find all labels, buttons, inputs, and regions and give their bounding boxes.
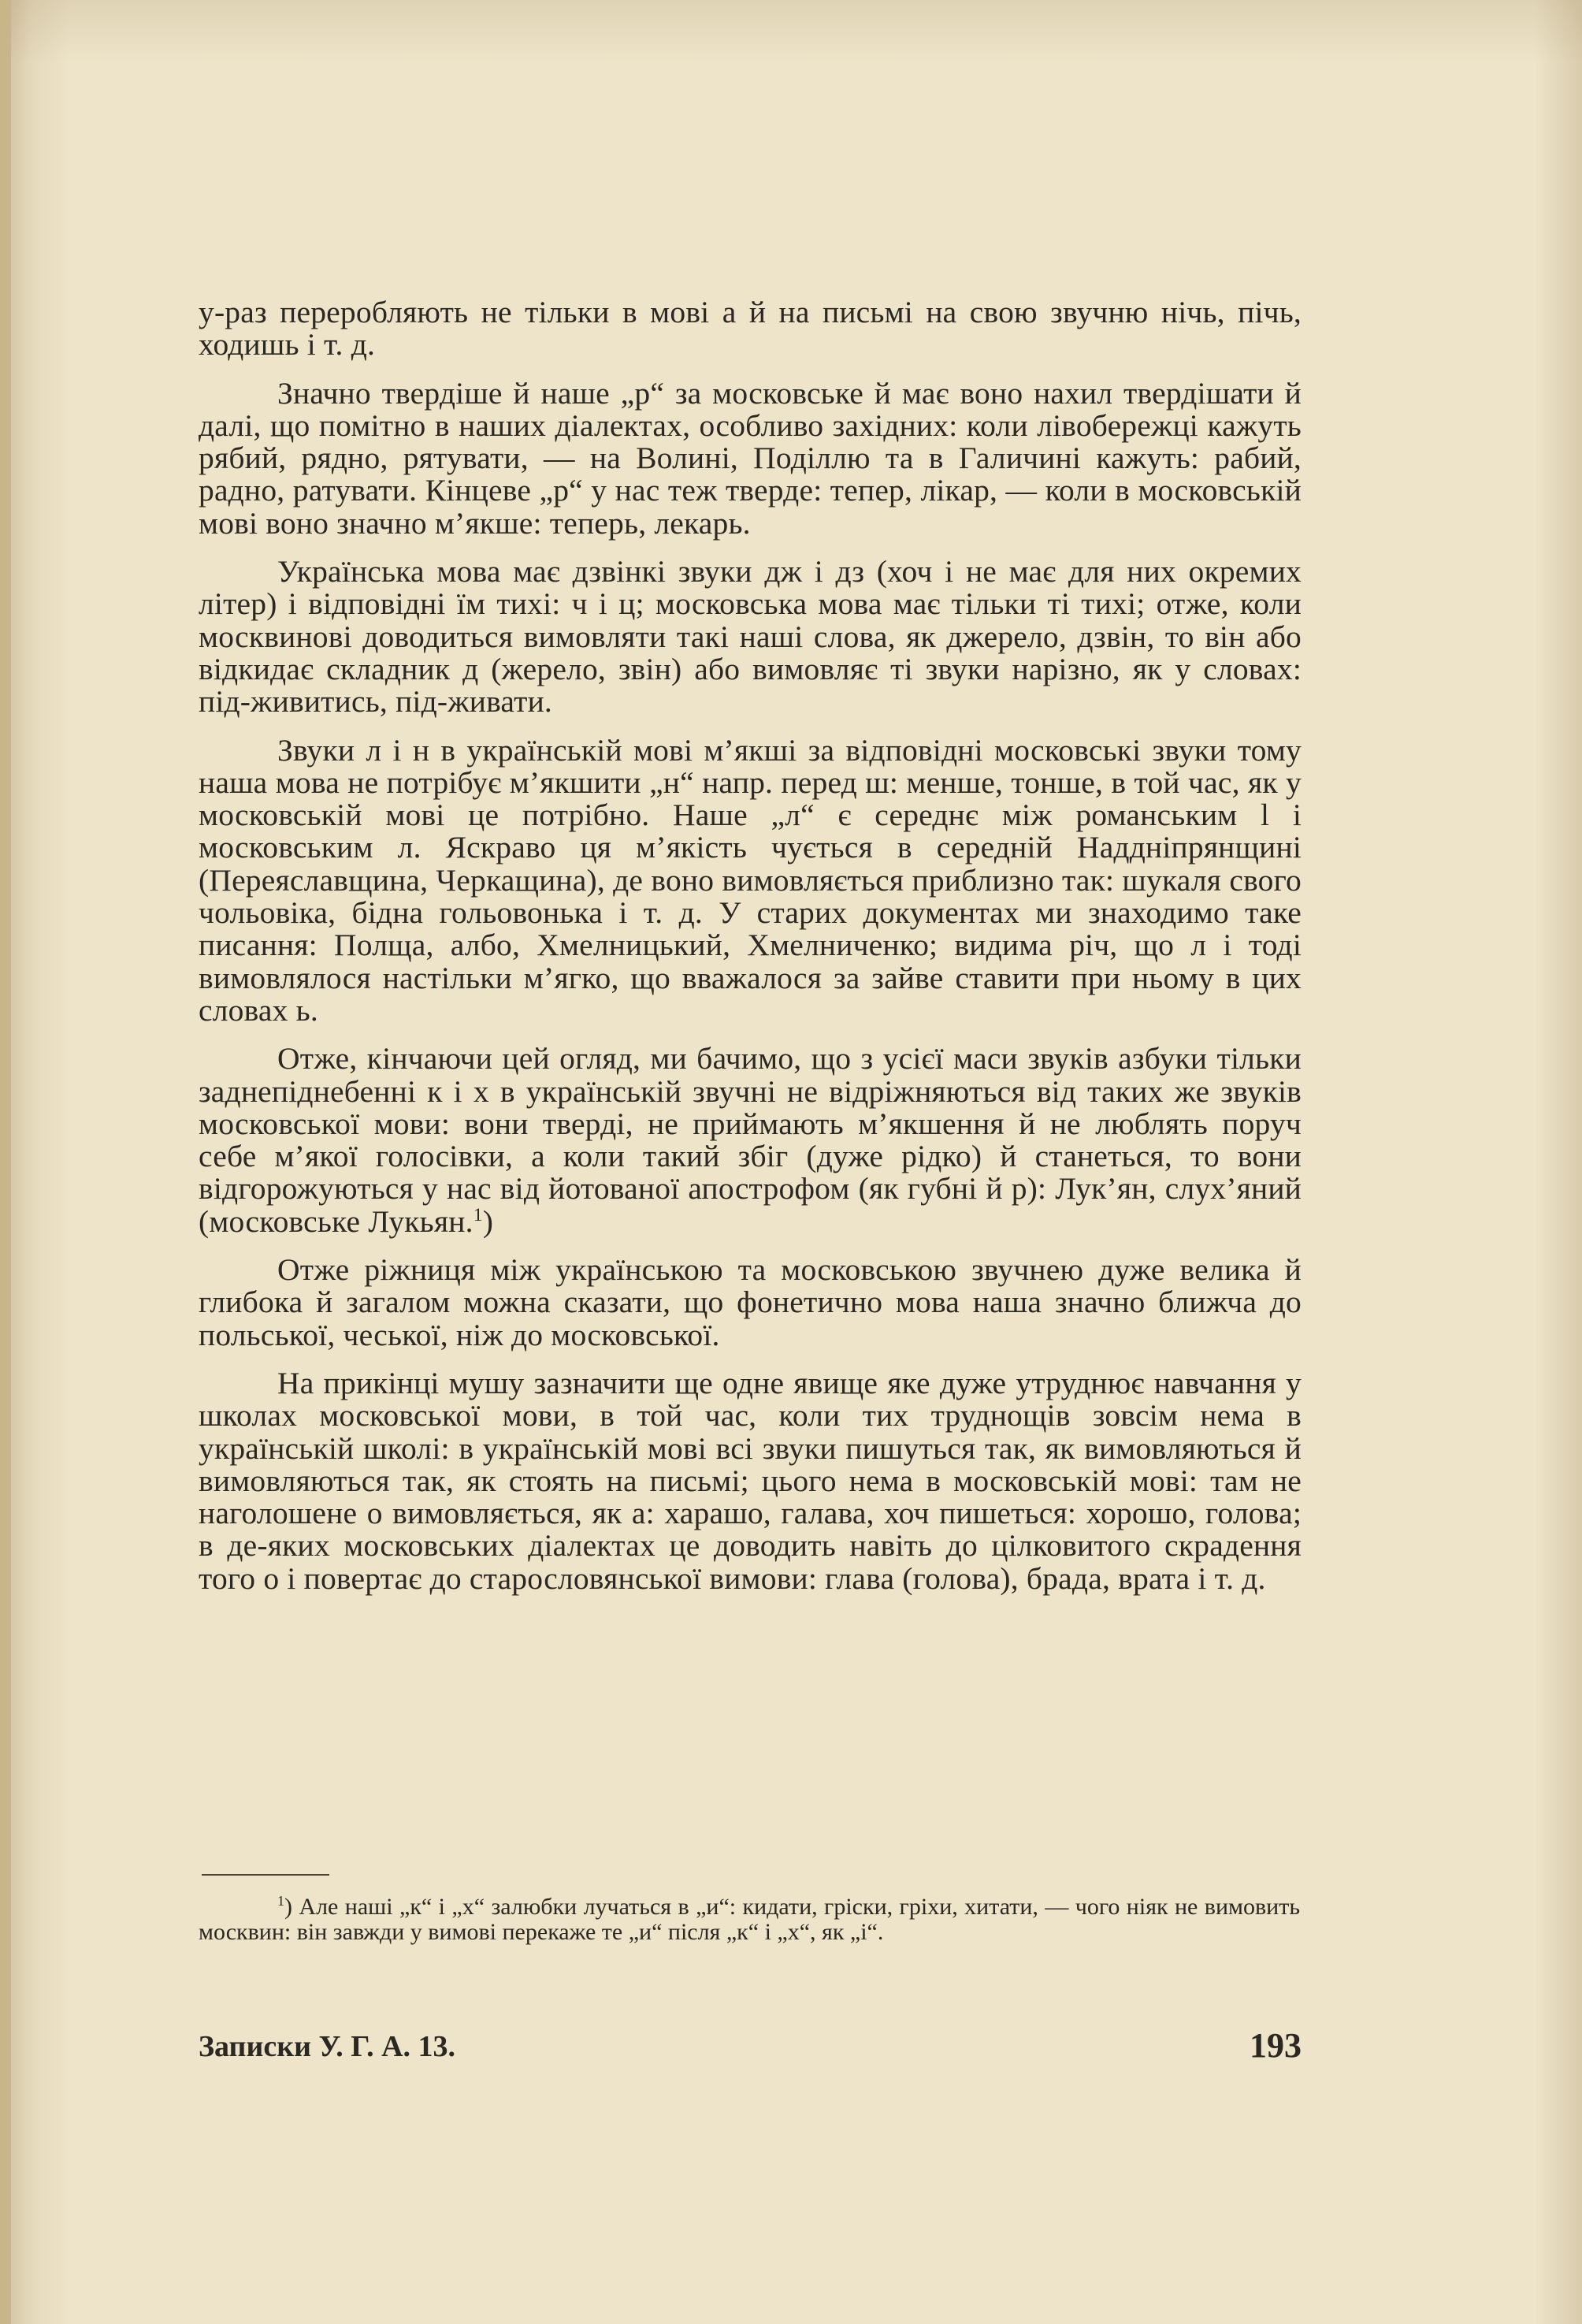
footnote bbox=[199, 1895, 1300, 1945]
paragraph-4: Звуки л і н в українській мові м’якші за відповідні московські звуки тому наша мова не потрібує м’якшити „н“ напр. перед ш: менше, тонше, в той час, як у московській мові це потрібно. Наше „л“ є середнє між романським l і московським л. Яскраво ця м’якість чується в середній Наддніпрянщині (Переяславщина, Черкащина), де воно вимовляється приблизно так: шукаля свого чольовіка, бідна гольовонька і т. д. У старих документах ми знаходимо таке писання: Полща, албо, Хмелницький, Хмелниченко; видима річ, що л і тоді вимовлялося настільки м’ягко, що вважалося за зайве ставити при ньому в цих словах ь. bbox=[199, 732, 1302, 1028]
paragraph-5 bbox=[199, 1043, 1302, 1238]
main-text bbox=[199, 296, 1302, 1611]
footnote-marker-close: ) bbox=[284, 1894, 292, 1920]
footnote-text: Але наші „к“ і „х“ залюбки лучаться в „и“: кидати, гріски, гріхи, хитати, — чого ніяк не вимовить москвин: він завжди у вимові перекаже те „и“ після „к“ і „х“, як „і“. bbox=[199, 1894, 1300, 1945]
page-number: 193 bbox=[1250, 2026, 1302, 2065]
paragraph-5-closing: ) bbox=[482, 1203, 494, 1239]
footnote-marker: 1 bbox=[277, 1893, 284, 1909]
footnote-reference: 1 bbox=[473, 1204, 483, 1225]
paragraph-7: На прикінці мушу зазначити ще одне явище яке дуже утруднює навчання у школах московської мови, в той час, коли тих труднощів зовсім нема в українській школі: в українській мові всі звуки пишуться так, як вимовляються й вимовляються так, як стоять на письмі; цього нема в московській мові: там не наголошене о вимовляється, як а: харашо, галава, хоч пишеться: хорошо, голова; в де-яких московських діалектах це доводить навіть до цілковитого скрадення того о і повертає до старословянської вимови: глава (голова), брада, врата і т. д. bbox=[199, 1365, 1302, 1596]
paragraph-5-text: Отже, кінчаючи цей огляд, ми бачимо, що з усієї маси звуків азбуки тільки заднепіднебенні к і х в українській звучні не відріжняються від таких же звуків московської мови: вони тверді, не приймають м’якшення й не люблять поруч себе м’якої голосівки, а коли такий збіг (дуже рідко) й станеться, то вони відгорожуються у нас від йотованої апострофом (як губні й р): Лук’ян, слух’яний (московське Лукьян. bbox=[199, 1041, 1302, 1239]
footnote-divider bbox=[202, 1874, 329, 1876]
paragraph-6: Отже ріжниця між українською та московською звучнею дуже велика й глибока й загалом можна сказати, що фонетично мова наша значно ближча до польської, чеської, ніж до московської. bbox=[199, 1252, 1302, 1352]
paragraph-2: Значно твердіше й наше „р“ за московське й має воно нахил твердішати й далі, що помітно в наших діалектах, особливо західних: коли лівобережці кажуть рябий, рядно, рятувати, — на Волині, Поділлю та в Галичині кажуть: рабий, радно, ратувати. Кінцеве „р“ у нас теж тверде: тепер, лікар, — коли в московській мові воно значно м’якше: теперь, лекарь. bbox=[199, 375, 1302, 541]
running-foot: Записки У. Г. А. 13. bbox=[199, 2030, 456, 2063]
paragraph-3: Українська мова має дзвінкі звуки дж і дз (хоч і не має для них окремих літер) і відповідні їм тихі: ч і ц; московська мова має тільки ті тихі; отже, коли москвинові доводиться вимовляти такі наші слова, як джерело, дзвін, то він або відкидає складник д (жерело, звін) або вимовляє ті звуки нарізно, як у словах: під-живитись, під-живати. bbox=[199, 554, 1302, 720]
paragraph-1: у-раз переробляють не тільки в мові а й на письмі на свою звучню нічь, пічь, ходишь і т. д. bbox=[199, 295, 1302, 363]
page-binding-edge bbox=[0, 0, 11, 2324]
